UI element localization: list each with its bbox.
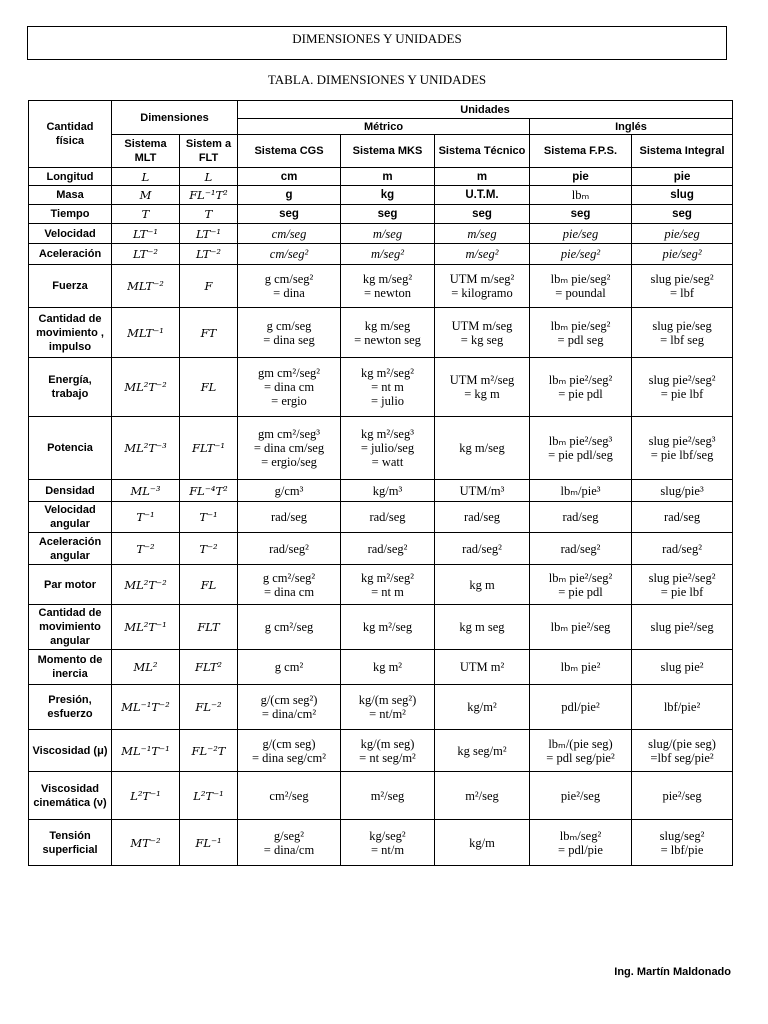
table-row bbox=[29, 650, 733, 685]
mks-cell: kg m/seg = newton seg bbox=[341, 308, 435, 358]
mks-cell: seg bbox=[341, 205, 435, 224]
flt-cell: FLT bbox=[180, 605, 238, 650]
flt-cell: FL⁻² bbox=[180, 685, 238, 730]
fps-cell: lbₘ/seg² = pdl/pie bbox=[530, 820, 632, 866]
integral-cell: rad/seg bbox=[632, 502, 733, 533]
tecnico-cell: kg m/seg bbox=[435, 417, 530, 480]
tecnico-cell: UTM m²/seg = kg m bbox=[435, 358, 530, 417]
quantity-cell: Velocidad bbox=[29, 224, 112, 244]
mlt-cell: M bbox=[112, 186, 180, 205]
tecnico-cell: UTM m/seg = kg seg bbox=[435, 308, 530, 358]
fps-cell: lbₘ pie²/seg³ = pie pdl/seg bbox=[530, 417, 632, 480]
tecnico-cell: UTM m/seg² = kilogramo bbox=[435, 265, 530, 308]
cgs-cell: rad/seg² bbox=[238, 533, 341, 565]
mks-cell: rad/seg² bbox=[341, 533, 435, 565]
fps-cell: pdl/pie² bbox=[530, 685, 632, 730]
integral-cell: slug pie²/seg² = pie lbf bbox=[632, 358, 733, 417]
flt-cell: F bbox=[180, 265, 238, 308]
integral-cell: slug/seg² = lbf/pie bbox=[632, 820, 733, 866]
integral-cell: slug pie²/seg³ = pie lbf/seg bbox=[632, 417, 733, 480]
integral-cell: slug/(pie seg) =lbf seg/pie² bbox=[632, 730, 733, 772]
mks-cell: kg m/seg² = newton bbox=[341, 265, 435, 308]
table-row bbox=[29, 417, 733, 480]
cgs-cell: cm bbox=[238, 168, 341, 186]
mks-cell: rad/seg bbox=[341, 502, 435, 533]
integral-cell: pie bbox=[632, 168, 733, 186]
mlt-cell: MLT⁻¹ bbox=[112, 308, 180, 358]
table-row bbox=[29, 224, 733, 244]
cgs-cell: g cm²/seg² = dina cm bbox=[238, 565, 341, 605]
header-mlt: Sistema MLT bbox=[112, 135, 180, 168]
cgs-cell: g cm/seg² = dina bbox=[238, 265, 341, 308]
fps-cell: pie bbox=[530, 168, 632, 186]
tecnico-cell: kg/m² bbox=[435, 685, 530, 730]
flt-cell: FL⁻¹ bbox=[180, 820, 238, 866]
quantity-cell: Cantidad de movimiento angular bbox=[29, 605, 112, 650]
flt-cell: T⁻² bbox=[180, 533, 238, 565]
mks-cell: kg m²/seg³ = julio/seg = watt bbox=[341, 417, 435, 480]
mlt-cell: T⁻² bbox=[112, 533, 180, 565]
table-row bbox=[29, 820, 733, 866]
cgs-cell: cm²/seg bbox=[238, 772, 341, 820]
flt-cell: FL bbox=[180, 565, 238, 605]
header-title-box bbox=[27, 26, 727, 60]
tecnico-cell: UTM m² bbox=[435, 650, 530, 685]
mks-cell: m bbox=[341, 168, 435, 186]
flt-cell: FLT⁻¹ bbox=[180, 417, 238, 480]
cgs-cell: g/(cm seg) = dina seg/cm² bbox=[238, 730, 341, 772]
mlt-cell: T⁻¹ bbox=[112, 502, 180, 533]
quantity-cell: Potencia bbox=[29, 417, 112, 480]
cgs-cell: cm/seg bbox=[238, 224, 341, 244]
table-title: TABLA. DIMENSIONES Y UNIDADES bbox=[267, 72, 487, 87]
table-row bbox=[29, 308, 733, 358]
mlt-cell: ML²T⁻² bbox=[112, 358, 180, 417]
mlt-cell: LT⁻² bbox=[112, 244, 180, 265]
flt-cell: LT⁻¹ bbox=[180, 224, 238, 244]
integral-cell: slug pie² bbox=[632, 650, 733, 685]
mks-cell: kg m² bbox=[341, 650, 435, 685]
tecnico-cell: kg m seg bbox=[435, 605, 530, 650]
header-fps: Sistema F.P.S. bbox=[530, 135, 632, 168]
tecnico-cell: kg seg/m² bbox=[435, 730, 530, 772]
mks-cell: kg m²/seg bbox=[341, 605, 435, 650]
fps-cell: lbₘ pie² bbox=[530, 650, 632, 685]
mlt-cell: MT⁻² bbox=[112, 820, 180, 866]
mlt-cell: L bbox=[112, 168, 180, 186]
integral-cell: slug bbox=[632, 186, 733, 205]
cgs-cell: cm/seg² bbox=[238, 244, 341, 265]
tecnico-cell: m bbox=[435, 168, 530, 186]
integral-cell: pie/seg bbox=[632, 224, 733, 244]
quantity-cell: Cantidad de movimiento , impulso bbox=[29, 308, 112, 358]
flt-cell: FL bbox=[180, 358, 238, 417]
tecnico-cell: m/seg bbox=[435, 224, 530, 244]
mks-cell: kg/seg² = nt/m bbox=[341, 820, 435, 866]
tecnico-cell: U.T.M. bbox=[435, 186, 530, 205]
flt-cell: FL⁻¹T² bbox=[180, 186, 238, 205]
cgs-cell: g bbox=[238, 186, 341, 205]
mlt-cell: ML⁻¹T⁻¹ bbox=[112, 730, 180, 772]
author-footer: Ing. Martín Maldonado bbox=[614, 966, 731, 978]
table-row bbox=[29, 605, 733, 650]
integral-cell: pie²/seg bbox=[632, 772, 733, 820]
cgs-cell: gm cm²/seg³ = dina cm/seg = ergio/seg bbox=[238, 417, 341, 480]
cgs-cell: g cm/seg = dina seg bbox=[238, 308, 341, 358]
quantity-cell: Presión, esfuerzo bbox=[29, 685, 112, 730]
cgs-cell: seg bbox=[238, 205, 341, 224]
cgs-cell: gm cm²/seg² = dina cm = ergio bbox=[238, 358, 341, 417]
integral-cell: lbf/pie² bbox=[632, 685, 733, 730]
mlt-cell: ML⁻³ bbox=[112, 480, 180, 502]
tecnico-cell: kg m bbox=[435, 565, 530, 605]
header-tecnico: Sistema Técnico bbox=[435, 135, 530, 168]
flt-cell: FL⁻²T bbox=[180, 730, 238, 772]
quantity-cell: Tensión superficial bbox=[29, 820, 112, 866]
fps-cell: lbₘ/pie³ bbox=[530, 480, 632, 502]
mks-cell: kg/(m seg²) = nt/m² bbox=[341, 685, 435, 730]
integral-cell: rad/seg² bbox=[632, 533, 733, 565]
table-row bbox=[29, 265, 733, 308]
cgs-cell: g/cm³ bbox=[238, 480, 341, 502]
mks-cell: kg m²/seg² = nt m bbox=[341, 565, 435, 605]
fps-cell: pie/seg² bbox=[530, 244, 632, 265]
header-flt: Sistem a FLT bbox=[180, 135, 238, 168]
quantity-cell: Densidad bbox=[29, 480, 112, 502]
mlt-cell: ML² bbox=[112, 650, 180, 685]
fps-cell: lbₘ pie²/seg² = pie pdl bbox=[530, 565, 632, 605]
header-metric: Métrico bbox=[238, 119, 530, 135]
integral-cell: slug pie/seg² = lbf bbox=[632, 265, 733, 308]
flt-cell: L bbox=[180, 168, 238, 186]
units-table bbox=[28, 100, 733, 866]
integral-cell: pie/seg² bbox=[632, 244, 733, 265]
mlt-cell: LT⁻¹ bbox=[112, 224, 180, 244]
fps-cell: rad/seg bbox=[530, 502, 632, 533]
fps-cell: pie²/seg bbox=[530, 772, 632, 820]
table-row bbox=[29, 565, 733, 605]
table-row bbox=[29, 730, 733, 772]
fps-cell: lbₘ bbox=[530, 186, 632, 205]
mks-cell: kg/(m seg) = nt seg/m² bbox=[341, 730, 435, 772]
table-row bbox=[29, 358, 733, 417]
mlt-cell: ML²T⁻¹ bbox=[112, 605, 180, 650]
mlt-cell: MLT⁻² bbox=[112, 265, 180, 308]
header-english: Inglés bbox=[530, 119, 733, 135]
flt-cell: T bbox=[180, 205, 238, 224]
mks-cell: m/seg bbox=[341, 224, 435, 244]
cgs-cell: rad/seg bbox=[238, 502, 341, 533]
table-row bbox=[29, 772, 733, 820]
fps-cell: lbₘ pie²/seg² = pie pdl bbox=[530, 358, 632, 417]
header-units: Unidades bbox=[238, 101, 733, 119]
mks-cell: kg m²/seg² = nt m = julio bbox=[341, 358, 435, 417]
quantity-cell: Longitud bbox=[29, 168, 112, 186]
flt-cell: FT bbox=[180, 308, 238, 358]
quantity-cell: Masa bbox=[29, 186, 112, 205]
cgs-cell: g/seg² = dina/cm bbox=[238, 820, 341, 866]
quantity-cell: Viscosidad (μ) bbox=[29, 730, 112, 772]
fps-cell: lbₘ pie²/seg bbox=[530, 605, 632, 650]
flt-cell: LT⁻² bbox=[180, 244, 238, 265]
mks-cell: kg/m³ bbox=[341, 480, 435, 502]
table-row bbox=[29, 244, 733, 265]
flt-cell: FL⁻⁴T² bbox=[180, 480, 238, 502]
integral-cell: slug pie²/seg² = pie lbf bbox=[632, 565, 733, 605]
quantity-cell: Momento de inercia bbox=[29, 650, 112, 685]
table-row bbox=[29, 685, 733, 730]
fps-cell: lbₘ/(pie seg) = pdl seg/pie² bbox=[530, 730, 632, 772]
table-row bbox=[29, 205, 733, 224]
quantity-cell: Viscosidad cinemática (ν) bbox=[29, 772, 112, 820]
table-body bbox=[29, 168, 733, 866]
table-row bbox=[29, 502, 733, 533]
integral-cell: seg bbox=[632, 205, 733, 224]
mks-cell: kg bbox=[341, 186, 435, 205]
table-row bbox=[29, 186, 733, 205]
integral-cell: slug/pie³ bbox=[632, 480, 733, 502]
table-row bbox=[29, 480, 733, 502]
quantity-cell: Velocidad angular bbox=[29, 502, 112, 533]
tecnico-cell: kg/m bbox=[435, 820, 530, 866]
quantity-cell: Tiempo bbox=[29, 205, 112, 224]
cgs-cell: g cm²/seg bbox=[238, 605, 341, 650]
quantity-cell: Aceleración angular bbox=[29, 533, 112, 565]
header-dimensions: Dimensiones bbox=[112, 101, 238, 135]
integral-cell: slug pie/seg = lbf seg bbox=[632, 308, 733, 358]
tecnico-cell: rad/seg² bbox=[435, 533, 530, 565]
integral-cell: slug pie²/seg bbox=[632, 605, 733, 650]
quantity-cell: Fuerza bbox=[29, 265, 112, 308]
fps-cell: lbₘ pie/seg² = pdl seg bbox=[530, 308, 632, 358]
flt-cell: FLT² bbox=[180, 650, 238, 685]
mks-cell: m/seg² bbox=[341, 244, 435, 265]
flt-cell: L²T⁻¹ bbox=[180, 772, 238, 820]
header-mks: Sistema MKS bbox=[341, 135, 435, 168]
flt-cell: T⁻¹ bbox=[180, 502, 238, 533]
header-quantity: Cantidad física bbox=[29, 101, 112, 168]
fps-cell: pie/seg bbox=[530, 224, 632, 244]
header-title: DIMENSIONES Y UNIDADES bbox=[292, 31, 462, 46]
quantity-cell: Aceleración bbox=[29, 244, 112, 265]
tecnico-cell: m²/seg bbox=[435, 772, 530, 820]
fps-cell: seg bbox=[530, 205, 632, 224]
tecnico-cell: rad/seg bbox=[435, 502, 530, 533]
tecnico-cell: seg bbox=[435, 205, 530, 224]
mlt-cell: T bbox=[112, 205, 180, 224]
quantity-cell: Par motor bbox=[29, 565, 112, 605]
mlt-cell: L²T⁻¹ bbox=[112, 772, 180, 820]
mks-cell: m²/seg bbox=[341, 772, 435, 820]
cgs-cell: g/(cm seg²) = dina/cm² bbox=[238, 685, 341, 730]
table-row bbox=[29, 533, 733, 565]
fps-cell: rad/seg² bbox=[530, 533, 632, 565]
mlt-cell: ML²T⁻² bbox=[112, 565, 180, 605]
tecnico-cell: m/seg² bbox=[435, 244, 530, 265]
quantity-cell: Energía, trabajo bbox=[29, 358, 112, 417]
header-integral: Sistema Integral bbox=[632, 135, 733, 168]
mlt-cell: ML⁻¹T⁻² bbox=[112, 685, 180, 730]
fps-cell: lbₘ pie/seg² = poundal bbox=[530, 265, 632, 308]
mlt-cell: ML²T⁻³ bbox=[112, 417, 180, 480]
header-cgs: Sistema CGS bbox=[238, 135, 341, 168]
tecnico-cell: UTM/m³ bbox=[435, 480, 530, 502]
table-row bbox=[29, 168, 733, 186]
cgs-cell: g cm² bbox=[238, 650, 341, 685]
